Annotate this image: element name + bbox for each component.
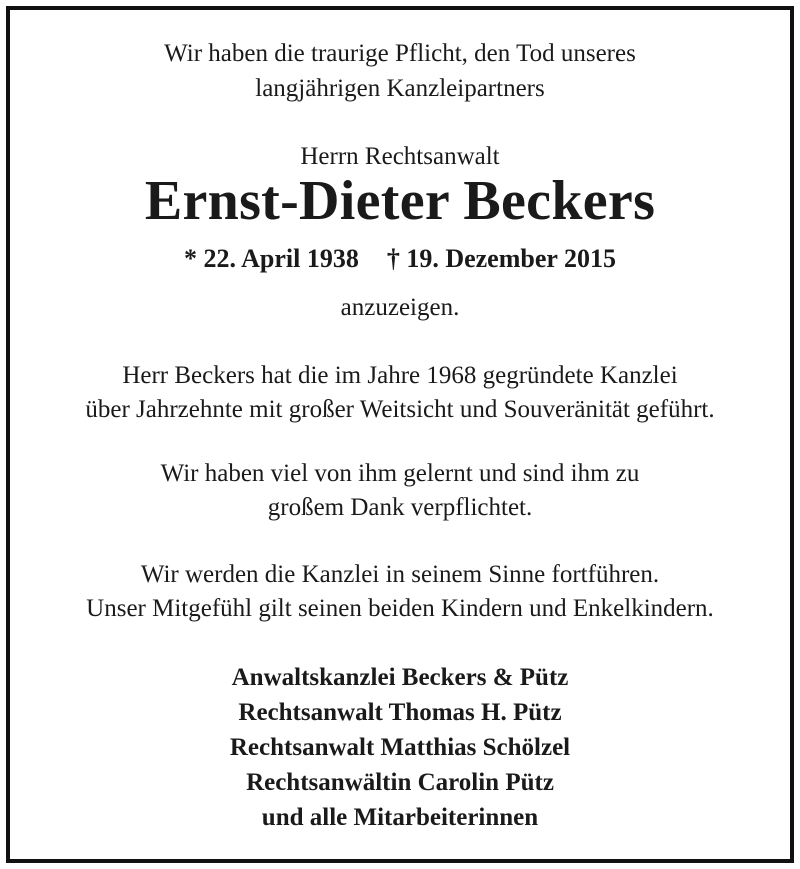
intro-text	[0, 36, 800, 106]
salutation: Herrn Rechtsanwalt	[300, 143, 500, 170]
signature-line: Rechtsanwältin Carolin Pütz	[246, 769, 554, 796]
paragraph-line: Wir haben viel von ihm gelernt und sind ihm zu	[160, 460, 640, 487]
announce-text: anzuzeigen.	[340, 294, 460, 321]
death-date: † 19. Dezember 2015	[386, 244, 616, 273]
paragraph-condolence	[0, 558, 800, 626]
birth-date: * 22. April 1938	[184, 244, 359, 273]
paragraph-line: über Jahrzehnte mit großer Weitsicht und Souveränität geführt.	[85, 396, 715, 423]
paragraph-line: großem Dank verpflichtet.	[267, 494, 533, 521]
paragraph-gratitude	[0, 457, 800, 525]
intro-line: langjährigen Kanzleipartners	[255, 75, 545, 102]
signature-line: Rechtsanwalt Matthias Schölzel	[229, 734, 571, 761]
signature-line: und alle Mitarbeiterinnen	[261, 804, 539, 831]
signature-line: Rechtsanwalt Thomas H. Pütz	[238, 699, 562, 726]
signature-line: Anwaltskanzlei Beckers & Pütz	[231, 664, 569, 691]
life-dates	[0, 243, 800, 275]
paragraph-history	[0, 359, 800, 427]
paragraph-line: Herr Beckers hat die im Jahre 1968 gegründete Kanzlei	[122, 362, 678, 389]
paragraph-line: Unser Mitgefühl gilt seinen beiden Kindern und Enkelkindern.	[86, 595, 714, 622]
signatures	[0, 660, 800, 835]
paragraph-line: Wir werden die Kanzlei in seinem Sinne fortführen.	[140, 561, 660, 588]
intro-line: Wir haben die traurige Pflicht, den Tod unseres	[164, 40, 636, 67]
deceased-name: Ernst-Dieter Beckers	[144, 170, 656, 232]
